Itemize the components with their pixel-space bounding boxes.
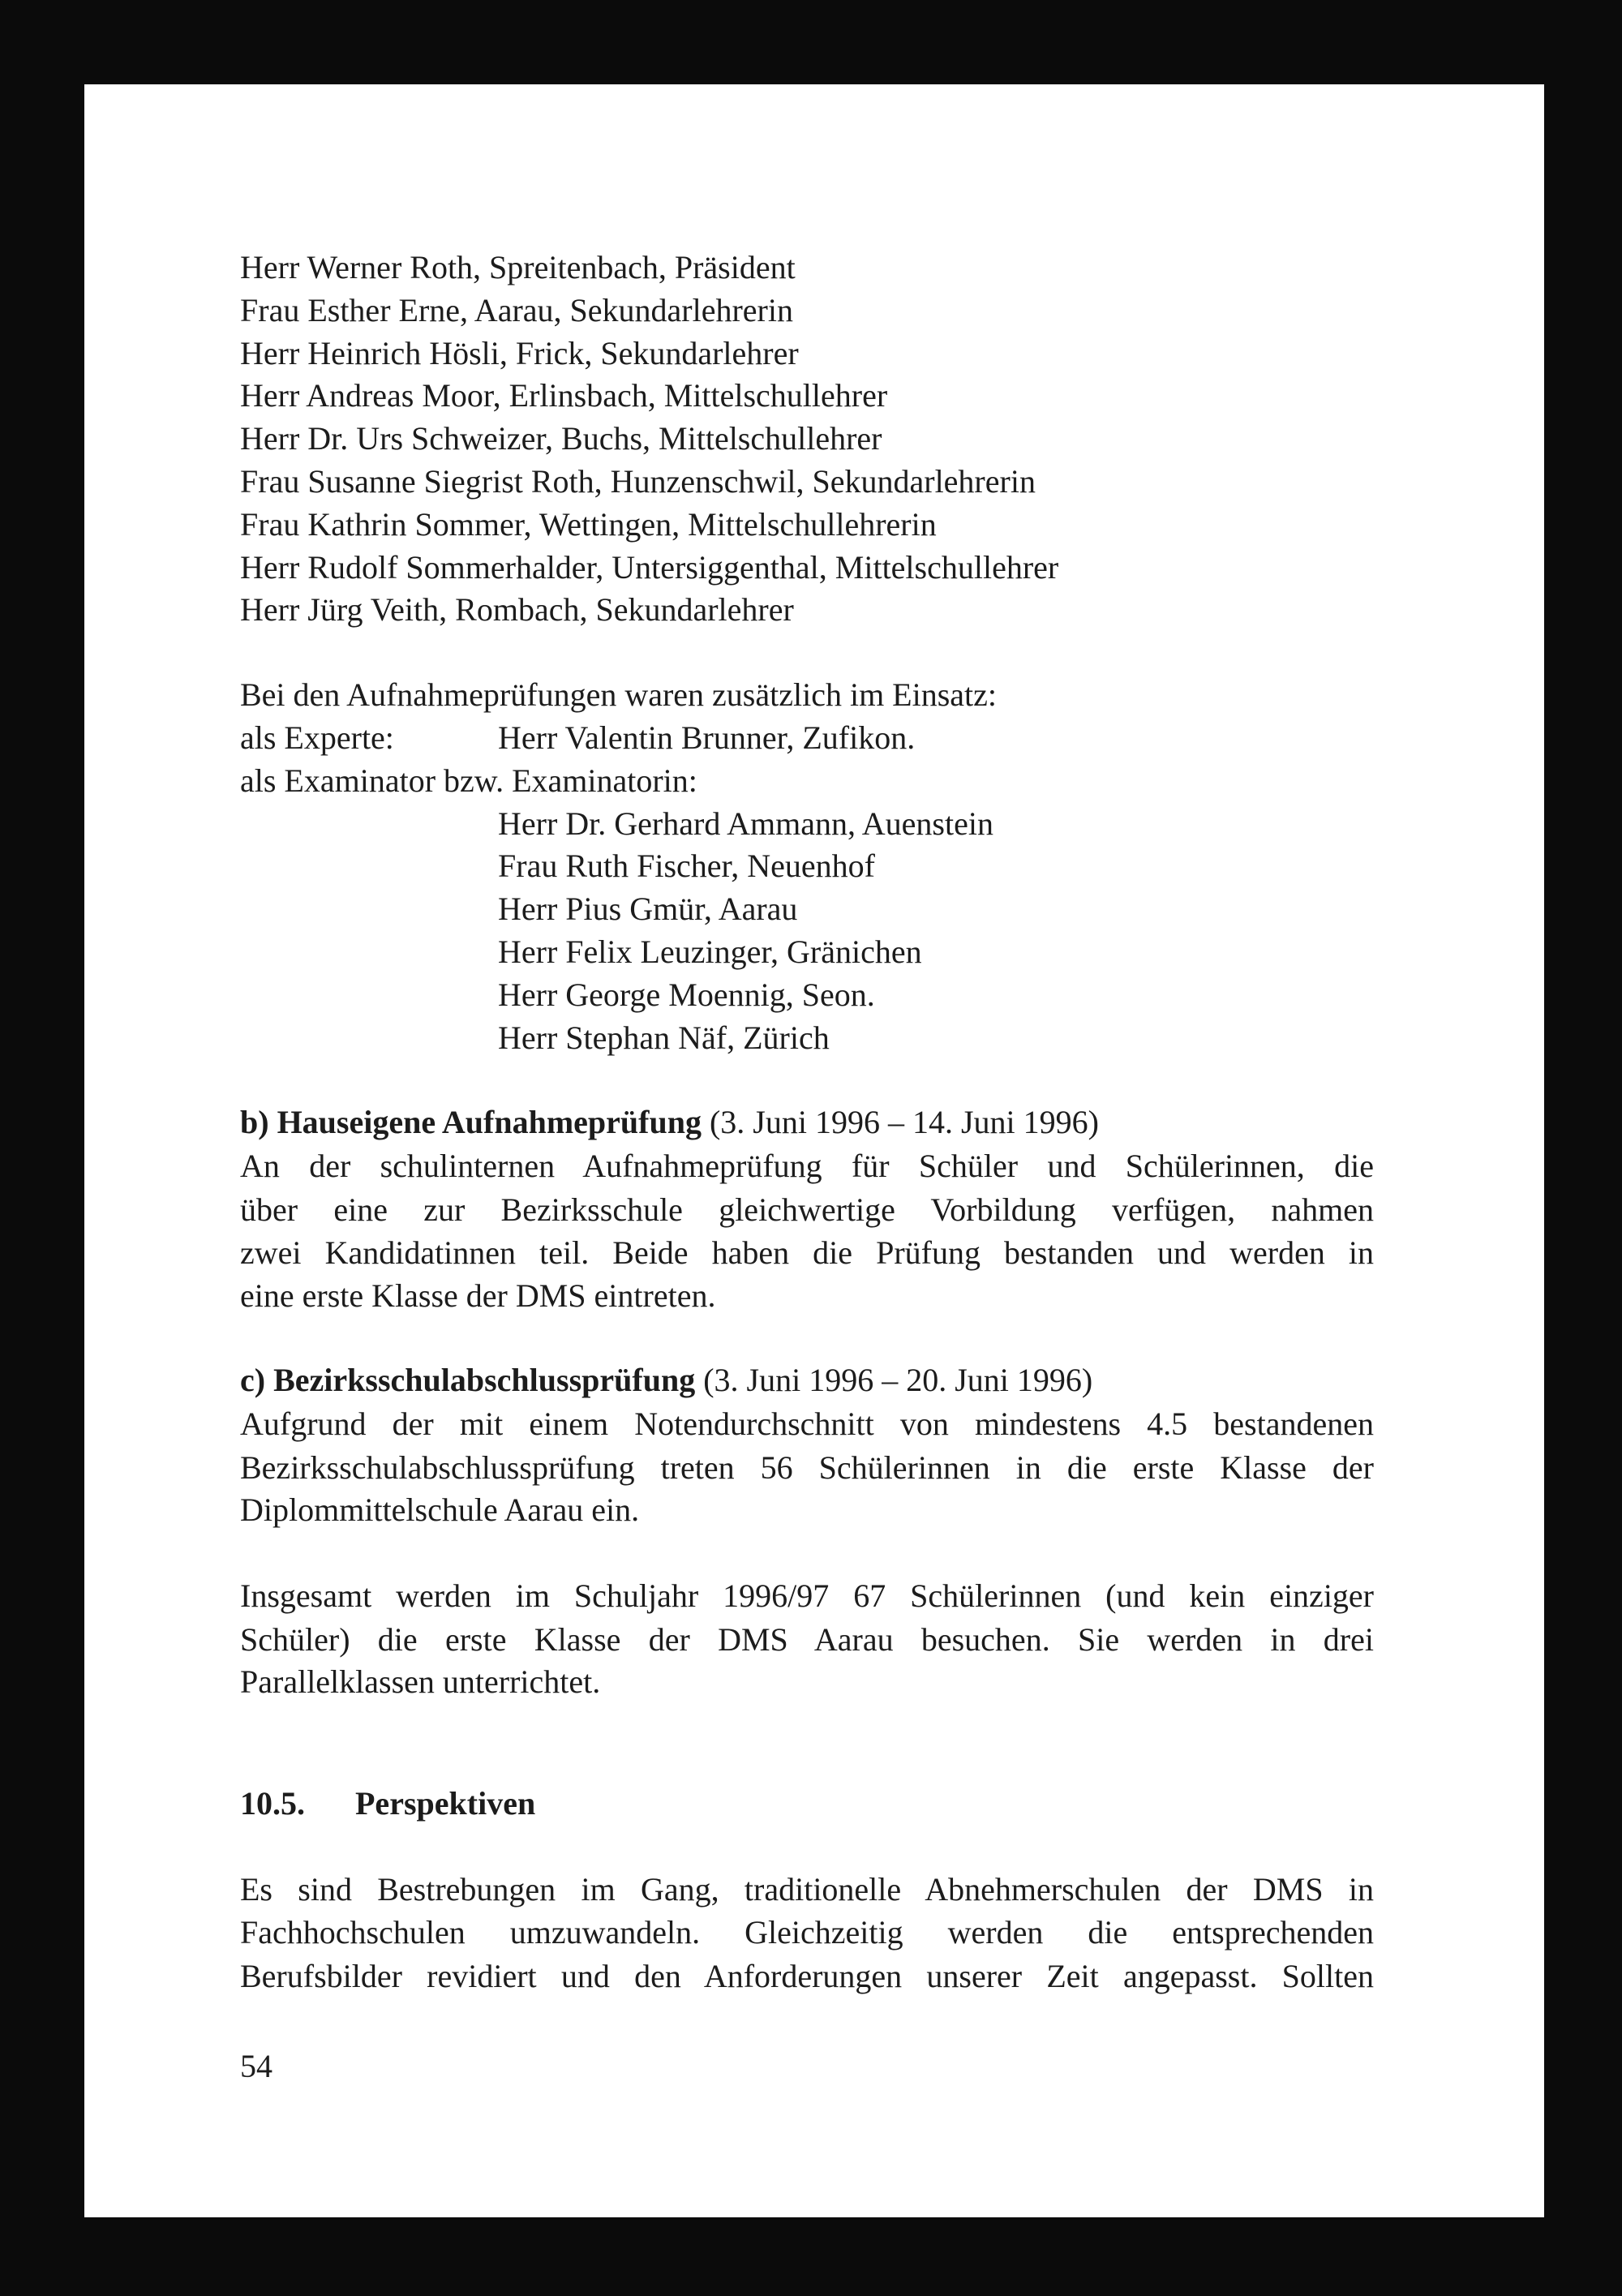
section-b-heading — [240, 1101, 1374, 1144]
section-c — [240, 1359, 1374, 1532]
member-line: Frau Esther Erne, Aarau, Sekundarlehrerin — [240, 291, 793, 328]
section-b-line: zwei Kandidatinnen teil. Beide haben die Prüfung bestanden und werden in — [240, 1234, 1374, 1272]
expert-label: als Experte: — [240, 719, 394, 756]
section-c-label: c) Bezirksschulabschlussprüfung — [240, 1362, 696, 1399]
summary-line: Parallelklassen unterrichtet. — [240, 1663, 601, 1701]
member-line: Herr Werner Roth, Spreitenbach, Präsident — [240, 249, 796, 285]
section-b-line: An der schulinternen Aufnahmeprüfung für Schüler und Schülerinnen, die — [240, 1148, 1374, 1185]
section-c-line: Diplommittelschule Aarau ein. — [240, 1491, 640, 1529]
examiner-line: Herr Felix Leuzinger, Gränichen — [498, 933, 922, 970]
member-line: Herr Jürg Veith, Rombach, Sekundarlehrer — [240, 591, 794, 629]
section-c-dates: (3. Juni 1996 – 20. Juni 1996) — [703, 1362, 1093, 1399]
summary-paragraph — [240, 1574, 1374, 1704]
member-line: Frau Susanne Siegrist Roth, Hunzenschwil, Sekundarlehrerin — [240, 462, 1036, 500]
member-line: Herr Rudolf Sommerhalder, Untersiggenthal, Mittelschullehrer — [240, 548, 1059, 586]
examiner-line: Herr George Moennig, Seon. — [498, 976, 875, 1013]
exam-staff-block — [240, 674, 1374, 1059]
summary-line: Insgesamt werden im Schuljahr 1996/97 67 Schülerinnen (und kein einziger — [240, 1577, 1374, 1615]
commission-member-list — [240, 247, 1374, 632]
section-number: 10.5. — [240, 1784, 305, 1822]
section-c-line: Aufgrund der mit einem Notendurchschnitt von mindestens 4.5 bestandenen — [240, 1405, 1374, 1443]
section-b-label: b) Hauseigene Aufnahmeprüfung — [240, 1104, 702, 1141]
examiner-line: Frau Ruth Fischer, Neuenhof — [498, 848, 875, 885]
examiner-label: als Examinator bzw. Examinatorin: — [240, 762, 697, 799]
document-page — [84, 84, 1544, 2217]
perspektiven-line: Berufsbilder revidiert und den Anforderungen unserer Zeit angepasst. Sollten — [240, 1957, 1374, 1994]
member-line: Frau Kathrin Sommer, Wettingen, Mittelschullehrerin — [240, 505, 937, 543]
examiner-line: Herr Dr. Gerhard Ammann, Auenstein — [498, 805, 993, 842]
section-c-heading — [240, 1359, 1374, 1402]
section-heading — [240, 1783, 1374, 1826]
section-b-line: eine erste Klasse der DMS eintreten. — [240, 1277, 716, 1314]
page-content — [240, 247, 1374, 1998]
summary-line: Schüler) die erste Klasse der DMS Aarau besuchen. Sie werden in drei — [240, 1620, 1374, 1658]
section-title: Perspektiven — [355, 1784, 536, 1822]
member-line: Herr Andreas Moor, Erlinsbach, Mittelschullehrer — [240, 377, 888, 414]
perspektiven-line: Fachhochschulen umzuwandeln. Gleichzeitig werden die entsprechenden — [240, 1914, 1374, 1951]
examiner-line: Herr Pius Gmür, Aarau — [498, 891, 798, 928]
expert-row — [240, 717, 1374, 760]
section-b-line: über eine zur Bezirksschule gleichwertige Vorbildung verfügen, nahmen — [240, 1191, 1374, 1228]
exam-staff-intro: Bei den Aufnahmeprüfungen waren zusätzlich im Einsatz: — [240, 676, 998, 714]
expert-name: Herr Valentin Brunner, Zufikon. — [498, 719, 916, 756]
section-b — [240, 1101, 1374, 1317]
member-line: Herr Heinrich Hösli, Frick, Sekundarlehrer — [240, 334, 799, 371]
page-number: 54 — [240, 2048, 272, 2084]
examiner-line: Herr Stephan Näf, Zürich — [498, 1019, 830, 1056]
perspektiven-line: Es sind Bestrebungen im Gang, traditionelle Abnehmerschulen der DMS in — [240, 1870, 1374, 1908]
section-b-dates: (3. Juni 1996 – 14. Juni 1996) — [709, 1104, 1099, 1141]
section-c-line: Bezirksschulabschlussprüfung treten 56 Schülerinnen in die erste Klasse der — [240, 1448, 1374, 1486]
perspektiven-paragraph — [240, 1868, 1374, 1998]
member-line: Herr Dr. Urs Schweizer, Buchs, Mittelschullehrer — [240, 420, 882, 457]
